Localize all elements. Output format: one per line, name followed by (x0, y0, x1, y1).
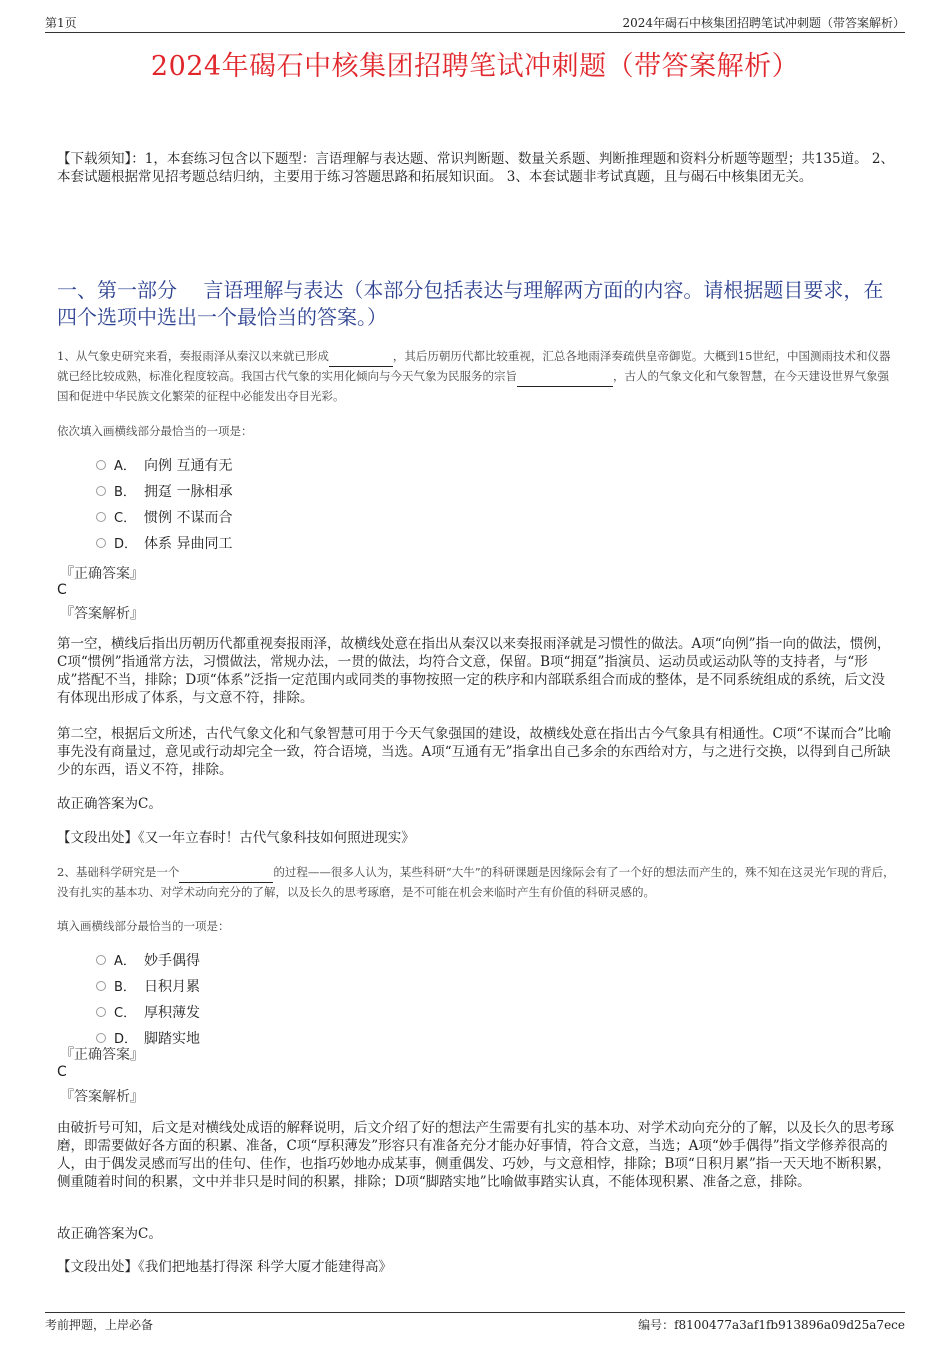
radio-icon[interactable] (96, 1033, 106, 1043)
q2-conclusion: 故正确答案为C。 (57, 1226, 162, 1242)
download-notice: 【下载须知】：1，本套练习包含以下题型：言语理解与表达题、常识判断题、数量关系题、判断推理题和资料分析题等题型；共135道。 2、本套试题根据常见招考题总结归纳，主要用于练习答题思路和拓展知识面。 3、本套试题非考试真题，且与碣石中核集团无关。 (57, 151, 894, 185)
radio-icon[interactable] (96, 1007, 106, 1017)
q2-option-c[interactable]: C． 厚积薄发 (96, 1003, 200, 1023)
question-1-blank-2 (517, 367, 613, 387)
footer-slogan: 考前押题，上岸必备 (45, 1318, 154, 1332)
document-serial-number: 编号：f8100477a3af1fb913896a09d25a7ece (638, 1318, 905, 1332)
question-2-blank (179, 863, 273, 883)
question-1-text-part2: ，其后历朝历代都比较重视，汇总各地雨泽奏疏供皇帝御览。大概到15世纪，中国测雨技术和仪器就已经比较成熟，标准化程度较高。我国古代气象的实用化倾向与今天气象为民服务的宗旨 (57, 349, 891, 383)
q2-answer-label: 『正确答案』 (60, 1047, 144, 1063)
q1-answer-label: 『正确答案』 (60, 566, 144, 582)
q1-source: 【文段出处】《又一年立春时！古代气象科技如何照进现实》 (57, 830, 415, 846)
question-2-text-part1: 2、基础科学研究是一个 (57, 865, 180, 879)
radio-icon[interactable] (96, 538, 106, 548)
q1-option-d[interactable]: D． 体系 异曲同工 (96, 534, 232, 554)
radio-icon[interactable] (96, 981, 106, 991)
question-2-stem (57, 863, 898, 902)
q1-analysis-label: 『答案解析』 (60, 606, 144, 622)
question-1-text-part3: ，古人的气象文化和气象智慧，在今天建设世界气象强国和促进中华民族文化繁荣的征程中必能发出夺目光彩。 (57, 369, 889, 403)
q1-analysis-paragraph: 第二空，根据后文所述，古代气象文化和气象智慧可用于今天气象强国的建设，故横线处意在指出古今气象具有相通性。C项“不谋而合”比喻事先没有商量过，意见或行动却完全一致，符合语境，当选。A项“互通有无”指拿出自己多余的东西给对方，与之进行交换，以得到自己所缺少的东西，语义不符，排除。 (57, 726, 892, 778)
question-1-blank-1 (329, 347, 393, 367)
q1-option-a[interactable]: A． 向例 互通有无 (96, 456, 232, 476)
q1-conclusion: 故正确答案为C。 (57, 796, 162, 812)
radio-icon[interactable] (96, 460, 106, 470)
page-footer (45, 1312, 905, 1332)
radio-icon[interactable] (96, 955, 106, 965)
question-2-text-part2: 的过程——很多人认为，某些科研“大牛”的科研课题是因缘际会有了一个好的想法而产生的，殊不知在这灵光乍现的背后，没有扎实的基本功、对学术动向充分的了解，以及长久的思考琢磨，是不可能在机会来临时产生有价值的科研灵感的。 (57, 865, 895, 899)
q2-option-a[interactable]: A． 妙手偶得 (96, 951, 200, 971)
q2-analysis-label: 『答案解析』 (60, 1089, 144, 1105)
question-1-instruction: 依次填入画横线部分最恰当的一项是： (57, 424, 253, 438)
q1-analysis-paragraph: 第一空，横线后指出历朝历代都重视奏报雨泽，故横线处意在指出从秦汉以来奏报雨泽就是习惯性的做法。A项“向例”指一向的做法，惯例，C项“惯例”指通常方法，习惯做法，常规办法，一贯的做法，均符合文意，保留。B项“拥趸”指演员、运动员或运动队等的支持者，与“形成”搭配不当，排除；D项“体系”泛指一定范围内或同类的事物按照一定的秩序和内部联系组合而成的整体，是不同系统组成的系统，后文没有体现出形成了体系，与文意不符，排除。 (57, 636, 891, 706)
q2-answer: C (57, 1064, 67, 1080)
q2-analysis-paragraph: 由破折号可知，后文是对横线处成语的解释说明，后文介绍了好的想法产生需要有扎实的基本功、对学术动向充分的了解，以及长久的思考琢磨，即需要做好各方面的积累、准备，C项“厚积薄发”形容只有准备充分才能办好事情，符合文意，当选；A项“妙手偶得”指文学修养很高的人，由于偶发灵感而写出的佳句、佳作，也指巧妙地办成某事，侧重偶发、巧妙，与文意相悖，排除；B项“日积月累”指一天天地不断积累，侧重随着时间的积累，文中并非只是时间的积累，排除；D项“脚踏实地”比喻做事踏实认真，不能体现积累、准备之意，排除。 (57, 1120, 894, 1190)
q1-answer: C (57, 582, 67, 598)
page-header (45, 14, 905, 33)
question-2-instruction: 填入画横线部分最恰当的一项是： (57, 919, 230, 933)
q2-option-d[interactable]: D． 脚踏实地 (96, 1029, 200, 1049)
radio-icon[interactable] (96, 486, 106, 496)
q1-option-c[interactable]: C． 惯例 不谋而合 (96, 508, 232, 528)
question-1-text-part1: 1、从气象史研究来看，奏报雨泽从秦汉以来就已形成 (57, 349, 329, 363)
page-number: 第1页 (45, 16, 77, 30)
document-title: 2024年碣石中核集团招聘笔试冲刺题（带答案解析） (150, 51, 800, 82)
header-doc-title: 2024年碣石中核集团招聘笔试冲刺题（带答案解析） (622, 16, 905, 30)
q2-source: 【文段出处】《我们把地基打得深 科学大厦才能建得高》 (57, 1259, 393, 1275)
radio-icon[interactable] (96, 512, 106, 522)
question-1-stem (57, 347, 898, 406)
q2-option-b[interactable]: B． 日积月累 (96, 977, 200, 997)
q1-option-b[interactable]: B． 拥趸 一脉相承 (96, 482, 232, 502)
section-title: 一、第一部分 言语理解与表达（本部分包括表达与理解两方面的内容。请根据题目要求，在四个选项中选出一个最恰当的答案。） (57, 278, 884, 329)
